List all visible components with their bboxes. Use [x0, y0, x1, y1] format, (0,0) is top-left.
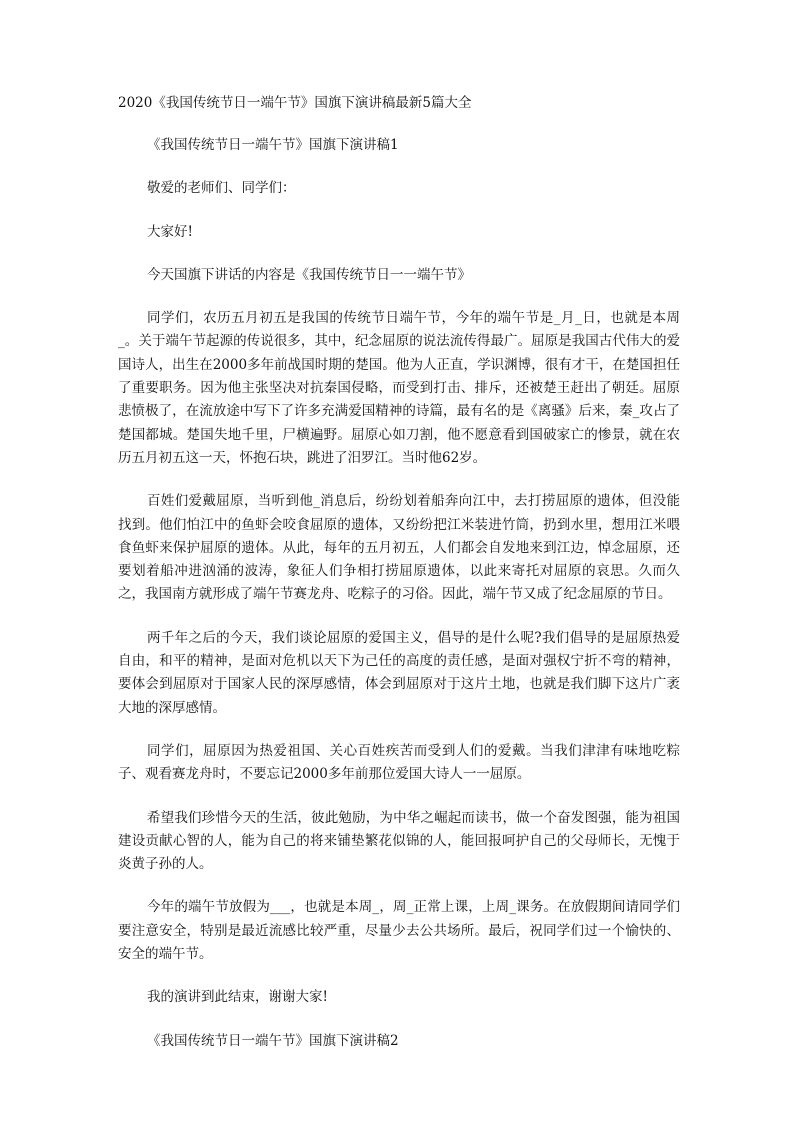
closing-line: 我的演讲到此结束，谢谢大家!: [147, 989, 328, 1006]
section-heading-1: 《我国传统节日一端午节》国旗下演讲稿1: [147, 137, 399, 153]
paragraph-patriotism: 两千年之后的今天，我们谈论屈原的爱国主义，倡导的是什么呢?我们倡导的是屈原热爱自由，和平的精神，是面对危机以天下为己任的高度的责任感，是面对强权宁折不弯的精神，要体会到屈原对于国家人民的深厚感情，体会到屈原对于这片土地，也就是我们脚下这片广袤大地的深厚感情。: [118, 629, 680, 716]
paragraph-holiday: 今年的端午节放假为___，也就是本周_，周_正常上课，上周_课务。在放假期间请同学们要注意安全，特别是最近流感比较严重，尽量少去公共场所。最后，祝同学们过一个愉快的、安全的端午节。: [118, 899, 680, 963]
paragraph-customs: 百姓们爱戴屈原，当听到他_消息后，纷纷划着船奔向江中，去打捞屈原的遗体，但没能找到。他们怕江中的鱼虾会咬食屈原的遗体，又纷纷把江米装进竹筒，扔到水里，想用江米喂食鱼虾来保护屈原的遗体。从此，每年的五月初五，人们都会自发地来到江边，悼念屈原，还要划着船冲进汹涌的波涛，象征人们争相打捞屈原遗体，以此来寄托对屈原的哀思。久而久之，我国南方就形成了端午节赛龙舟、吃粽子的习俗。因此，端午节又成了纪念屈原的节日。: [118, 493, 680, 603]
document-body: [118, 92, 680, 1073]
paragraph-origin: 同学们，农历五月初五是我国的传统节日端午节，今年的端午节是_月_日，也就是本周_。关于端午节起源的传说很多，其中，纪念屈原的说法流传得最广。屈原是我国古代伟大的爱国诗人，出生在2000多年前战国时期的楚国。他为人正直，学识渊博，很有才干，在楚国担任了重要职务。因为他主张坚决对抗秦国侵略，而受到打击、排斥，还被楚王赶出了朝廷。屈原悲愤极了，在流放途中写下了许多充满爱国精神的诗篇，最有名的是《离骚》后来，秦_攻占了楚国都城。楚国失地千里，尸横遍野。屈原心如刀割，他不愿意看到国破家亡的惨景，就在农历五月初五这一天，怀抱石块，跳进了汨罗江。当时他62岁。: [118, 310, 680, 466]
topic-intro: 今天国旗下讲话的内容是《我国传统节日一一端午节》: [147, 266, 471, 283]
salutation: 敬爱的老师们、同学们：: [147, 180, 296, 197]
paragraph-hope: 希望我们珍惜今天的生活，彼此勉励，为中华之崛起而读书，做一个奋发图强，能为祖国建设贡献心智的人，能为自己的将来铺垫繁花似锦的人，能回报呵护自己的父母师长，无愧于炎黄子孙的人。: [118, 809, 680, 873]
paragraph-remember: 同学们，屈原因为热爱祖国、关心百姓疾苦而受到人们的爱戴。当我们津津有味地吃粽子、观看赛龙舟时，不要忘记2000多年前那位爱国大诗人一一屈原。: [118, 742, 680, 783]
section-heading-2: 《我国传统节日一端午节》国旗下演讲稿2: [147, 1032, 399, 1049]
greeting: 大家好!: [147, 223, 193, 240]
document-title: 2020《我国传统节日一端午节》国旗下演讲稿最新5篇大全: [118, 95, 472, 111]
